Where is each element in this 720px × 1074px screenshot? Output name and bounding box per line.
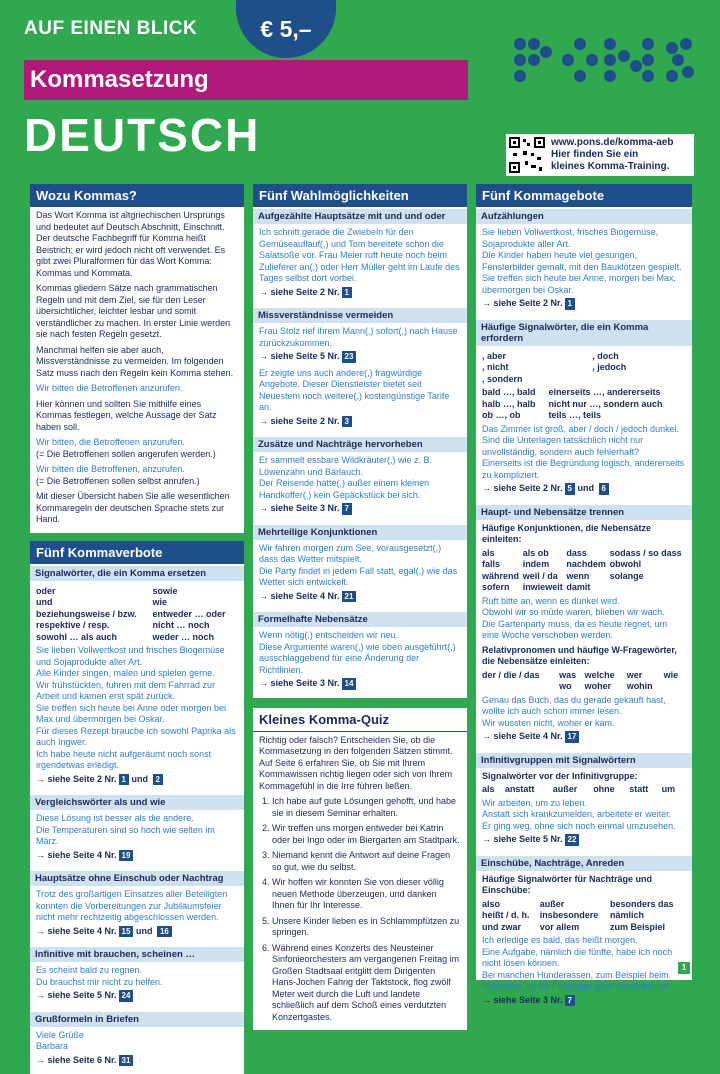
- example: Barbara: [36, 1041, 238, 1053]
- relative-pronouns-table: der / die / das was welche wer wie wo woher wohin: [482, 670, 686, 693]
- panel-title: Fünf Wahlmöglichkeiten: [253, 184, 467, 207]
- cross-reference[interactable]: → siehe Seite 3 Nr. 7: [482, 995, 686, 1007]
- example: Wir frühstückten, fuhren mit dem Fahrrad zur Arbeit und kamen erst spät zurück.: [36, 680, 238, 703]
- quiz-item: 1. Ich habe auf gute Lösungen gehofft, und habe sie in diesem Seminar erhalten.: [272, 796, 461, 819]
- cross-reference[interactable]: → siehe Seite 2 Nr. 3: [259, 416, 461, 428]
- cross-reference[interactable]: → siehe Seite 5 Nr. 22: [482, 834, 686, 846]
- infinitive-signal-table: als anstatt außer ohne statt um: [482, 784, 686, 796]
- text: Manchmal helfen sie aber auch, Missverständnisse zu vermeiden. Im folgenden Satz muss nach den Regeln kein Komma stehen.: [36, 345, 238, 380]
- example: Ruft bitte an, wenn es dunkel wird.: [482, 596, 686, 608]
- page-title: DEUTSCH: [24, 108, 260, 162]
- section-title: Haupt- und Nebensätze trennen: [476, 505, 692, 520]
- panel-title: Fünf Kommaverbote: [30, 541, 244, 564]
- subsection-title: Häufige Konjunktionen, die Nebensätze einleiten:: [482, 523, 686, 546]
- example: Sie treffen sich heute bei Anne oder morgen bei Max und übermorgen bei Oskar.: [36, 703, 238, 726]
- example: Alle Kinder singen, malen und spielen gerne.: [36, 668, 238, 680]
- quiz-item: 4. Wir hoffen wir konnten Sie von dieser völlig neuen Methode überzeugen, und danken Ihnen für Ihr Interesse.: [272, 877, 461, 912]
- cross-reference[interactable]: → siehe Seite 2 Nr. 5 und 6: [482, 483, 686, 495]
- quiz-item: 2. Wir treffen uns morgen entweder bei Katrin oder bei Ingo oder im Biergarten am Stadtpark.: [272, 823, 461, 846]
- quiz-intro: Richtig oder falsch? Entscheiden Sie, ob die Kommasetzung in den folgenden Sätzen stimmt. Auf Seite 6 erfahren Sie, ob Sie mit Ihrem Kommawissen richtig liegen oder sich von Ihrem Kommagefühl in die Irre führen ließen.: [259, 735, 461, 793]
- conjunctions-table: als als ob dass sodass / so dass falls indem nachdem obwohl während weil / da wenn solange sofern inwieweit damit: [482, 548, 686, 594]
- example: Die Gartenparty muss, da es heute regnet, um eine Woche verschoben werden.: [482, 619, 686, 642]
- qr-code-icon: [509, 137, 545, 173]
- training-url[interactable]: www.pons.de/komma-aeb: [551, 137, 673, 149]
- pons-logo: [500, 34, 700, 86]
- section-title: Vergleichswörter als und wie: [30, 795, 244, 810]
- cross-reference[interactable]: → siehe Seite 4 Nr. 15 und 16: [36, 926, 238, 938]
- example: Diese Argumente waren(,) wie oben ausgeführt(,) ausschlaggebend für eine Änderung der Richtlinien.: [259, 642, 461, 677]
- subsection-title: Signalwörter vor der Infinitivgruppe:: [482, 771, 686, 783]
- example: Er zeigte uns auch andere(,) fragwürdige Angebote. Dieser Dienstleister bietet seit Neuestem noch weitere(,) kostengünstige Tarife an.: [259, 368, 461, 414]
- example: Für dieses Rezept brauche ich sowohl Paprika als auch Ingwer.: [36, 726, 238, 749]
- cross-reference[interactable]: → siehe Seite 4 Nr. 21: [259, 591, 461, 603]
- panel-kommaverbote: [30, 541, 244, 1074]
- quiz-item: 6. Während eines Konzerts des Neusteiner Sinfonieorchesters am vergangenen Freitag im Großen Stadtsaal entglitt dem Dirigenten Hans-Jochen Fahrig der Taktstock, flog zwölf Meter weit durch die Luft und landete schließlich auf dem Schoß eines verdutzten Konzertgastes.: [272, 943, 461, 1024]
- example: Wir bitten die Betroffenen anzurufen.: [36, 383, 238, 395]
- section-title: Missverständnisse vermeiden: [253, 308, 467, 323]
- quiz-item: 3. Niemand kennt die Antwort auf deine Fragen so gut, wie du selbst.: [272, 850, 461, 873]
- section-title: Hauptsätze ohne Einschub oder Nachtrag: [30, 871, 244, 886]
- example: Frau Stolz rief ihrem Mann(,) sofort(,) nach Hause zurückzukommen.: [259, 326, 461, 349]
- example: Diese Lösung ist besser als die andere.: [36, 813, 238, 825]
- example: Sie lieben Vollwertkost, frisches Biogemüse, Sojaprodukte aller Art.: [482, 227, 686, 250]
- example: Wir wussten nicht, woher er kam.: [482, 718, 686, 730]
- text: Mit dieser Übersicht haben Sie alle wesentlichen Kommaregeln der deutschen Sprache stets zur Hand.: [36, 491, 238, 526]
- note: (= Die Betroffenen sollen angerufen werden.): [36, 449, 238, 461]
- example: Trotz des großartigen Einsatzes aller Beteiligten konnten die Vorbereitungen zur Jubiläumsfeier nicht mehr rechtzeitig abgeschlossen werden.: [36, 889, 238, 924]
- cross-reference[interactable]: → siehe Seite 4 Nr. 17: [482, 731, 686, 743]
- column-3: [476, 184, 692, 980]
- panel-title: Wozu Kommas?: [30, 184, 244, 207]
- url-note-1: Hier finden Sie ein: [551, 149, 673, 161]
- section-title: Aufzählungen: [476, 209, 692, 224]
- column-2: [253, 184, 467, 980]
- example: Ich habe heute nicht aufgeräumt noch sonst irgendetwas erledigt.: [36, 749, 238, 772]
- quiz-list: [259, 796, 461, 1023]
- text: Hier können und sollten Sie mithilfe eines Kommas festlegen, welche Aussage der Satz haben soll.: [36, 399, 238, 434]
- example: Die Temperaturen sind so hoch wie selten im März.: [36, 825, 238, 848]
- cross-reference[interactable]: → siehe Seite 2 Nr. 1: [482, 298, 686, 310]
- example: Einerseits ist die Begründung logisch, andererseits zu kompliziert.: [482, 458, 686, 481]
- panel-wozu-kommas: [30, 184, 244, 533]
- section-title: Aufgezählte Hauptsätze mit und und oder: [253, 209, 467, 224]
- cross-reference[interactable]: → siehe Seite 5 Nr. 24: [36, 990, 238, 1002]
- example: Sie lieben Vollwertkost und frisches Biogemüse und Sojaprodukte aller Art.: [36, 645, 238, 668]
- panel-quiz: [253, 708, 467, 1031]
- qr-link-box[interactable]: [506, 134, 694, 176]
- example: Wir arbeiten, um zu leben.: [482, 798, 686, 810]
- cross-reference[interactable]: → siehe Seite 5 Nr. 23: [259, 351, 461, 363]
- example: Viele Grüße: [36, 1030, 238, 1042]
- subsection-title: Relativpronomen und häufige W-Fragewörter, die Nebensätze einleiten:: [482, 645, 686, 668]
- subsection-title: Häufige Signalwörter für Nachträge und Einschübe:: [482, 874, 686, 897]
- text: Kommas gliedern Sätze nach grammatischen Regeln und mit dem Ziel, sie für den Leser übersichtlicher, leichter lesbar und somit verständlicher zu machen. In erster Linie werden sie nach festen Regeln gesetzt.: [36, 283, 238, 341]
- section-title: Formelhafte Nebensätze: [253, 612, 467, 627]
- section-title: Grußformeln in Briefen: [30, 1012, 244, 1027]
- example: Er sammelt essbare Wildkräuter(,) wie z. B. Löwenzahn und Bärlauch.: [259, 455, 461, 478]
- text: Das Wort Komma ist altgriechischen Ursprungs und bedeutet auf Deutsch Abschnitt, Einschnitt. Der deutsche Fachbegriff für Komma heißt Beistrich; er wird jedoch nicht oft verwendet. Es gibt zwei Pluralformen für das Wort Komma: Kommas und Kommata.: [36, 210, 238, 279]
- cross-reference[interactable]: → siehe Seite 3 Nr. 7: [259, 503, 461, 515]
- quiz-item: 5. Unsere Kinder lieben es in Schlammpfützen zu springen.: [272, 916, 461, 939]
- insertion-signal-table: also außer besonders das heißt / d. h. insbesondere nämlich und zwar vor allem zum Beispiel: [482, 899, 686, 934]
- page-number: 1: [678, 962, 690, 974]
- example: Der Reisende hatte(,) außer einem kleinen Handkoffer(,) kein Gepäckstück bei sich.: [259, 478, 461, 501]
- column-1: [30, 184, 244, 980]
- example: Wenn nötig(,) entscheiden wir neu.: [259, 630, 461, 642]
- section-title: Signalwörter, die ein Komma ersetzen: [30, 566, 244, 581]
- subtitle-banner: Kommasetzung: [24, 60, 468, 100]
- example: Sie treffen sich heute bei Anne, morgen bei Max, übermorgen bei Oskar.: [482, 273, 686, 296]
- cross-reference[interactable]: → siehe Seite 4 Nr. 19: [36, 850, 238, 862]
- example: Es scheint bald zu regnen.: [36, 965, 238, 977]
- example: Bei manchen Hunderassen, zum Beispiel beim Rottweiler, ist die Fellpflege ganz unkompliziert.: [482, 970, 686, 993]
- example: Das Zimmer ist groß, aber / doch / jedoch dunkel. Sind die Unterlagen tatsächlich nicht nur unvollständig, sondern auch fehlerhaft?: [482, 424, 686, 459]
- panel-title: Fünf Kommagebote: [476, 184, 692, 207]
- example: Ich schnitt gerade die Zwiebeln für den Gemüseauflauf(,) und Tom bereitete schon die Salatsoße vor. Frau Meier ruft heute noch beim Zulieferer an(,) oder Herr Müller geht im Laufe des Tages selbst dort vorbei.: [259, 227, 461, 285]
- section-title: Häufige Signalwörter, die ein Komma erfordern: [476, 320, 692, 346]
- section-title: Infinitivgruppen mit Signalwörtern: [476, 753, 692, 768]
- example: Genau das Buch, das du gerade gekauft hast, wollte ich auch schon immer lesen.: [482, 695, 686, 718]
- section-title: Mehrteilige Konjunktionen: [253, 525, 467, 540]
- cross-reference[interactable]: → siehe Seite 3 Nr. 14: [259, 678, 461, 690]
- signal-words-table: , aber , doch , nicht , jedoch , sondern: [482, 351, 686, 386]
- example: Eine Aufgabe, nämlich die fünfte, habe ich noch nicht lösen können.: [482, 947, 686, 970]
- cross-reference[interactable]: → siehe Seite 2 Nr. 1 und 2: [36, 774, 238, 786]
- section-title: Infinitive mit brauchen, scheinen …: [30, 947, 244, 962]
- example: Du brauchst mir nicht zu helfen.: [36, 977, 238, 989]
- cross-reference[interactable]: → siehe Seite 6 Nr. 31: [36, 1055, 238, 1067]
- example: Anstatt sich krankzumelden, arbeitete er weiter.: [482, 809, 686, 821]
- panel-title: Kleines Komma-Quiz: [253, 708, 467, 732]
- example: Wir bitten die Betroffenen, anzurufen.: [36, 464, 238, 476]
- series-label: AUF EINEN BLICK: [24, 18, 197, 40]
- example: Die Party findet in jedem Fall statt, egal(,) wie das Wetter sich entwickelt.: [259, 566, 461, 589]
- signal-words-table: oder sowie und wie beziehungsweise / bzw. entweder … oder respektive / resp. nicht … noch sowohl … als auch weder … noch: [36, 586, 238, 644]
- signal-words-table: bald …, bald einerseits …, andererseits halb …, halb nicht nur …, sondern auch ob …, ob teils …, teils: [482, 387, 686, 422]
- note: (= Die Betroffenen sollen selbst anrufen.): [36, 476, 238, 488]
- cross-reference[interactable]: → siehe Seite 2 Nr. 1: [259, 287, 461, 299]
- example: Ich erledige es bald, das heißt morgen.: [482, 935, 686, 947]
- example: Wir fahren morgen zum See, vorausgesetzt(,) dass das Wetter mitspielt.: [259, 543, 461, 566]
- example: Obwohl wir so müde waren, blieben wir wach.: [482, 607, 686, 619]
- url-note-2: kleines Komma-Training.: [551, 161, 673, 173]
- example: Wir bitten, die Betroffenen anzurufen.: [36, 437, 238, 449]
- section-title: Zusätze und Nachträge hervorheben: [253, 437, 467, 452]
- panel-wahlmoeglichkeiten: [253, 184, 467, 698]
- section-title: Einschübe, Nachträge, Anreden: [476, 856, 692, 871]
- price-badge: € 5,–: [236, 0, 336, 58]
- example: Die Kinder haben heute viel gesungen, Fensterbilder gemalt, mit den Bauklötzen gespielt.: [482, 250, 686, 273]
- example: Er ging weg, ohne sich noch einmal umzusehen.: [482, 821, 686, 833]
